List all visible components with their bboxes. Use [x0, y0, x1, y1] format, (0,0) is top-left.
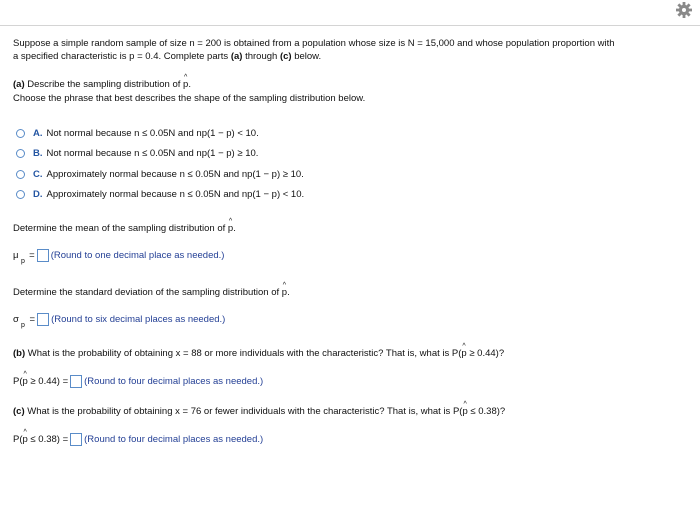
- option-b[interactable]: [16, 144, 304, 165]
- part-c-question: [13, 406, 505, 417]
- p-hat: ^ p: [461, 348, 466, 359]
- option-c[interactable]: [16, 164, 304, 185]
- mu-subscript: p: [21, 258, 25, 266]
- mean-prompt: [13, 223, 236, 234]
- option-a[interactable]: [16, 123, 304, 144]
- problem-line-1: Suppose a simple random sample of size n = 200 is obtained from a population whose size is N = 15,000 and whose population proportion with: [13, 38, 615, 49]
- option-b-letter: B.: [33, 148, 43, 160]
- options-list: [16, 123, 304, 205]
- part-b-text-end: ≥ 0.44)?: [466, 348, 505, 359]
- p-hat: ^ p: [462, 406, 467, 417]
- part-b-answer-row: [13, 375, 263, 388]
- part-c-ref: (c): [279, 50, 292, 62]
- radio-d[interactable]: [16, 190, 25, 199]
- equals-sign: =: [29, 314, 36, 326]
- mean-input[interactable]: [37, 249, 49, 262]
- sigma-symbol: σ: [13, 314, 19, 326]
- period: .: [287, 287, 290, 298]
- radio-b[interactable]: [16, 149, 25, 158]
- problem-line-2: [13, 51, 693, 64]
- part-a-prompt: [13, 79, 191, 90]
- p-hat: ^ p: [23, 434, 28, 445]
- mu-p-hat-symbol: [13, 250, 25, 266]
- mean-prompt-text: Determine the mean of the sampling distribution of: [13, 223, 228, 234]
- problem-line-2-text: a specified characteristic is p = 0.4. Complete parts: [13, 50, 231, 62]
- period: .: [188, 79, 191, 90]
- radio-c[interactable]: [16, 170, 25, 179]
- part-b-lhs-end: ≥ 0.44) =: [27, 376, 69, 388]
- p-hat: ^ p: [228, 223, 233, 234]
- mu-symbol: μ: [13, 250, 19, 262]
- part-c-text-end: ≤ 0.38)?: [467, 406, 506, 417]
- sigma-subscript: p: [21, 322, 25, 330]
- part-a-label: (a): [13, 79, 25, 90]
- part-a-text: Describe the sampling distribution of: [24, 79, 184, 90]
- part-b-hint: (Round to four decimal places as needed.): [84, 376, 264, 388]
- header-divider: [0, 25, 700, 26]
- part-c-answer-row: [13, 433, 263, 446]
- p-hat: ^ p: [23, 376, 28, 387]
- part-a-ref: (a): [230, 50, 243, 62]
- option-d[interactable]: [16, 185, 304, 206]
- equals-sign: =: [29, 250, 35, 262]
- period: .: [233, 223, 236, 234]
- option-b-text: Not normal because n ≤ 0.05N and np(1 − p) ≥ 10.: [46, 148, 259, 160]
- option-a-text: Not normal because n ≤ 0.05N and np(1 − p) < 10.: [46, 127, 259, 139]
- part-c-text: What is the probability of obtaining x = 76 or fewer individuals with the characteristic? That is, what is P(: [24, 406, 463, 417]
- option-a-letter: A.: [33, 127, 43, 139]
- option-d-letter: D.: [33, 189, 43, 201]
- option-c-letter: C.: [33, 168, 43, 180]
- p-hat: ^ p: [282, 287, 287, 298]
- p-hat: ^ p: [183, 79, 188, 90]
- part-c-lhs-end: ≤ 0.38) =: [27, 434, 69, 446]
- mean-hint: (Round to one decimal place as needed.): [50, 250, 225, 262]
- problem-statement: [13, 38, 693, 63]
- sd-prompt: [13, 287, 290, 298]
- option-c-text: Approximately normal because n ≤ 0.05N and np(1 − p) ≥ 10.: [46, 168, 304, 180]
- part-b-question: [13, 348, 504, 359]
- sd-answer-row: [13, 313, 226, 330]
- gear-icon[interactable]: [674, 0, 694, 20]
- mean-answer-row: [13, 249, 225, 266]
- sd-hint: (Round to six decimal places as needed.): [51, 314, 226, 326]
- sigma-p-hat-symbol: [13, 314, 25, 330]
- part-b-label: (b): [13, 348, 26, 359]
- sd-input[interactable]: [37, 313, 49, 326]
- part-c-hint: (Round to four decimal places as needed.): [84, 434, 264, 446]
- part-a-instruction: Choose the phrase that best describes the shape of the sampling distribution below.: [13, 93, 366, 104]
- part-b-input[interactable]: [70, 375, 82, 388]
- part-b-text: What is the probability of obtaining x = 88 or more individuals with the characteristic? That is, what is P(: [25, 348, 462, 359]
- part-c-label: (c): [13, 406, 25, 417]
- part-b-lhs: P(: [13, 376, 23, 388]
- problem-line-2-end: below.: [291, 50, 322, 62]
- part-c-lhs: P(: [13, 434, 23, 446]
- option-d-text: Approximately normal because n ≤ 0.05N and np(1 − p) < 10.: [46, 189, 305, 201]
- sd-prompt-text: Determine the standard deviation of the sampling distribution of: [13, 287, 282, 298]
- through-text: through: [242, 50, 280, 62]
- part-c-input[interactable]: [70, 433, 82, 446]
- radio-a[interactable]: [16, 129, 25, 138]
